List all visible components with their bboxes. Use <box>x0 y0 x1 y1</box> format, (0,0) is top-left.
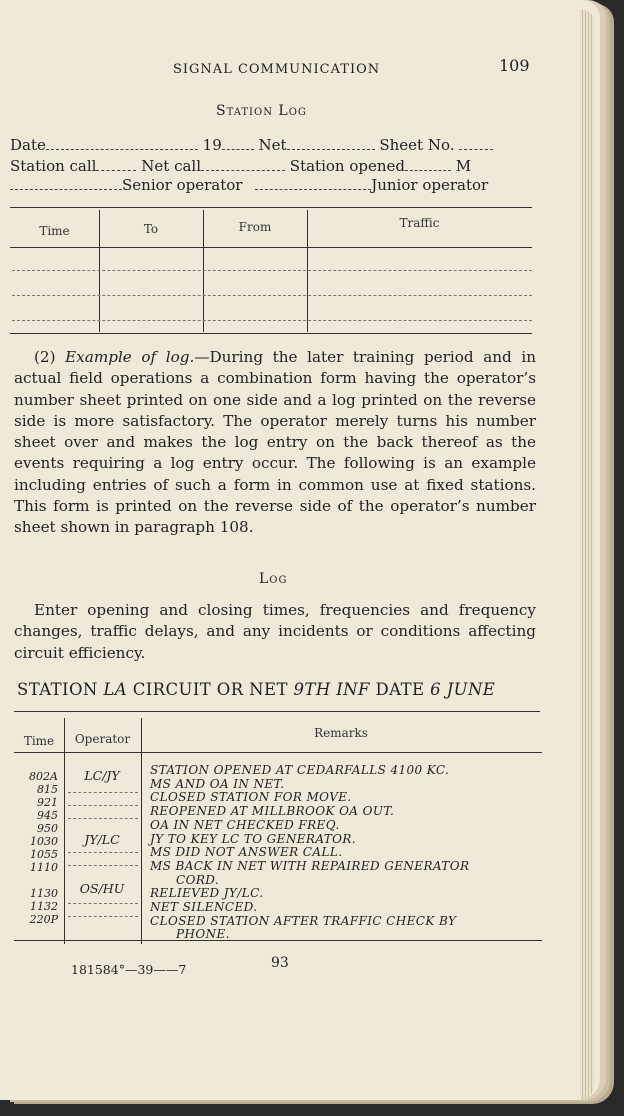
operator-os-hu: OS/HU <box>79 881 125 896</box>
log-col-time: Time <box>23 734 55 748</box>
log-col-operator: Operator <box>74 732 131 746</box>
station-line: STATION LA CIRCUIT OR NET 9TH INF DATE 6 JUNE <box>17 680 496 699</box>
date-label: Date <box>10 136 46 154</box>
sheet-label: Sheet No. <box>379 136 455 154</box>
log-title: Log <box>259 571 288 587</box>
net-call-label: Net call <box>141 157 202 175</box>
station-value: LA <box>103 680 128 699</box>
form-line-3 <box>10 176 488 194</box>
senior-operator-label: Senior operator <box>122 176 243 194</box>
m-label: M <box>455 157 472 175</box>
paragraph-text: —During the later training period and in actual field operations a combination form having the operator’s number sheet printed on one side and a log printed on the reverse side is more satisfactory. The operator merely turns his number sheet over and makes the log entry on the back thereof as the events requiring a log entry occur. The following is an example including entries of such a form in common use at fixed stations. This form is printed on the reverse side of the operator’s number sheet shown in paragraph 108. <box>14 348 536 537</box>
paragraph-heading: Example of log. <box>65 348 195 366</box>
log-col-remarks: Remarks <box>314 726 368 740</box>
form-line-1 <box>10 136 493 154</box>
operator-lc-jy: LC/JY <box>84 768 120 783</box>
print-code: 181584°—39——7 <box>71 962 187 977</box>
station-opened-label: Station opened <box>289 157 405 175</box>
page-edges <box>580 10 594 1100</box>
station-log-title: Station Log <box>216 103 307 119</box>
log-remarks: STATION OPENED AT CEDARFALLS 4100 KC. MS AND OA IN NET. CLOSED STATION FOR MOVE. REOPENED AT MILLBROOK OA OUT. OA IN NET CHECKED FREQ. JY TO KEY LC TO GENERATOR. MS DID NOT ANSWER CALL. MS BACK IN NET WITH REPAIRED GENERATOR CORD. RELIEVED JY/LC. NET SILENCED. CLOSED STATION AFTER TRAFFIC CHECK BY PHONE. <box>150 763 470 942</box>
page-number: 109 <box>499 56 530 75</box>
example-of-log-paragraph <box>14 347 536 539</box>
paragraph-number: (2) <box>34 348 56 366</box>
net-value: 9TH INF <box>293 680 370 699</box>
form-line-2 <box>10 157 471 175</box>
col-traffic: Traffic <box>399 216 440 230</box>
date-value: 6 JUNE <box>430 680 496 699</box>
station-call-label: Station call <box>10 157 97 175</box>
col-from: From <box>238 220 272 234</box>
operator-jy-lc: JY/LC <box>84 832 120 847</box>
col-to: To <box>143 222 159 236</box>
net-label: Net <box>258 136 287 154</box>
junior-operator-label: Junior operator <box>371 176 489 194</box>
sheet-number: 93 <box>271 955 289 971</box>
log-instructions: Enter opening and closing times, frequencies and frequency changes, traffic delays, and any incidents or conditions affecting circuit efficiency. <box>14 601 536 662</box>
year-label: 19 <box>202 136 222 154</box>
running-title: SIGNAL COMMUNICATION <box>173 62 381 77</box>
col-time: Time <box>39 224 70 238</box>
log-times: 802A 815 921 945 950 1030 1055 1110 1130 1132 220P <box>29 770 58 926</box>
